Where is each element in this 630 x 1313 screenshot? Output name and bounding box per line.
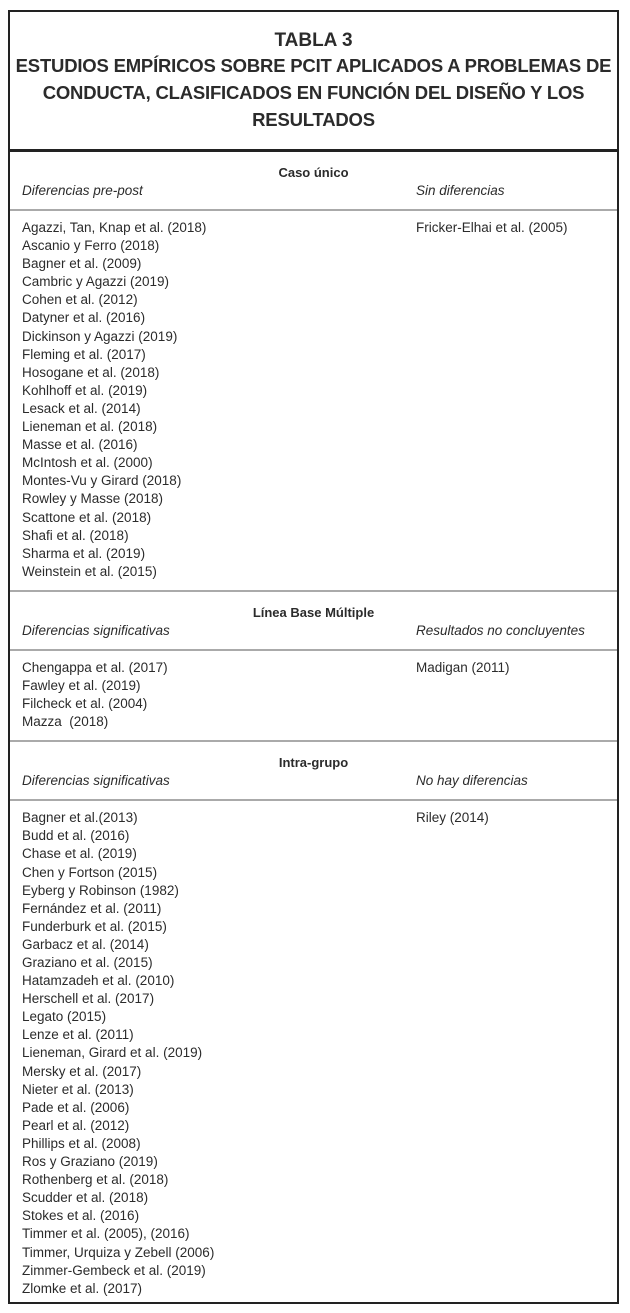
study-reference: Budd et al. (2016) [22, 828, 130, 844]
study-reference: Legato (2015) [22, 1009, 107, 1025]
study-reference: Madigan (2011) [416, 659, 510, 675]
study-reference: Rothenberg et al. (2018) [22, 1172, 169, 1188]
study-reference: Datyner et al. (2016) [22, 310, 146, 326]
section-header [10, 742, 617, 801]
study-reference: Timmer, Urquiza y Zebell (2006) [22, 1244, 215, 1260]
study-reference: Timmer et al. (2005), (2016) [22, 1226, 190, 1242]
left-column-header: Diferencias pre-post [22, 183, 143, 198]
right-column-header: Sin diferencias [416, 183, 505, 198]
table-title-line: CONDUCTA, CLASIFICADOS EN FUNCIÓN DEL DISEÑO Y LOS [42, 82, 585, 103]
table-3 [8, 10, 619, 1304]
study-reference: Ascanio y Ferro (2018) [22, 238, 160, 254]
study-reference: Weinstein et al. (2015) [22, 563, 157, 579]
section-title: Intra-grupo [278, 755, 349, 771]
study-reference: Garbacz et al. (2014) [22, 936, 149, 952]
left-column [10, 659, 416, 731]
study-reference: Lieneman et al. (2018) [22, 419, 158, 435]
right-column [416, 219, 617, 581]
study-reference: Dickinson y Agazzi (2019) [22, 328, 178, 344]
right-column-header: No hay diferencias [416, 773, 528, 789]
right-column [416, 659, 617, 731]
table-section [10, 592, 617, 742]
study-reference: Lenze et al. (2011) [22, 1027, 134, 1043]
section-title: Caso único [278, 165, 349, 180]
study-reference: Mersky et al. (2017) [22, 1063, 142, 1079]
study-reference: Bagner et al. (2009) [22, 256, 142, 272]
study-reference: Fernández et al. (2011) [22, 900, 162, 916]
study-reference: Bagner et al.(2013) [22, 810, 138, 826]
study-reference: Ros y Graziano (2019) [22, 1154, 158, 1170]
study-reference: Agazzi, Tan, Knap et al. (2018) [22, 220, 207, 235]
study-reference: Hatamzadeh et al. (2010) [22, 973, 175, 989]
study-reference: Stokes et al. (2016) [22, 1208, 140, 1224]
study-reference: Masse et al. (2016) [22, 437, 138, 453]
study-reference: Mazza (2018) [22, 714, 109, 730]
left-column [10, 219, 416, 581]
section-body [10, 801, 617, 1307]
study-reference: Zimmer-Gembeck et al. (2019) [22, 1262, 206, 1278]
study-reference: Cohen et al. (2012) [22, 292, 138, 308]
study-reference: Kohlhoff et al. (2019) [22, 382, 148, 398]
study-reference: Fawley et al. (2019) [22, 677, 141, 693]
study-reference: Lieneman, Girard et al. (2019) [22, 1045, 203, 1061]
section-body [10, 651, 617, 740]
study-reference: Fleming et al. (2017) [22, 346, 146, 362]
study-reference: Scudder et al. (2018) [22, 1190, 149, 1206]
left-column-header: Diferencias significativas [22, 773, 170, 789]
study-reference: Zlomke et al. (2017) [22, 1280, 143, 1296]
study-reference: Herschell et al. (2017) [22, 991, 155, 1007]
section-title: Línea Base Múltiple [252, 604, 375, 620]
study-reference: Sharma et al. (2019) [22, 545, 146, 561]
study-reference: Cambric y Agazzi (2019) [22, 274, 170, 290]
table-number: TABLA 3 [274, 30, 353, 51]
section-body [10, 211, 617, 590]
study-reference: Filcheck et al. (2004) [22, 696, 148, 712]
study-reference: Pearl et al. (2012) [22, 1117, 130, 1133]
study-reference: Rowley y Masse (2018) [22, 491, 164, 507]
study-reference: Hosogane et al. (2018) [22, 364, 160, 380]
left-column-header: Diferencias significativas [22, 622, 170, 638]
study-reference: McIntosh et al. (2000) [22, 455, 153, 471]
right-column-header: Resultados no concluyentes [416, 622, 585, 638]
table-title-line: RESULTADOS [252, 109, 375, 130]
study-reference: Chase et al. (2019) [22, 846, 137, 862]
study-reference: Phillips et al. (2008) [22, 1135, 141, 1151]
study-reference: Nieter et al. (2013) [22, 1081, 134, 1097]
left-column [10, 809, 416, 1298]
study-reference: Montes-Vu y Girard (2018) [22, 473, 182, 489]
study-reference: Shafi et al. (2018) [22, 527, 129, 543]
table-section [10, 152, 617, 592]
section-header [10, 152, 617, 211]
table-section [10, 742, 617, 1307]
study-reference: Eyberg y Robinson (1982) [22, 882, 179, 898]
study-reference: Fricker-Elhai et al. (2005) [416, 220, 568, 235]
study-reference: Lesack et al. (2014) [22, 400, 141, 416]
study-reference: Chengappa et al. (2017) [22, 659, 168, 675]
table-title-line: ESTUDIOS EMPÍRICOS SOBRE PCIT APLICADOS A PROBLEMAS DE [15, 55, 612, 76]
study-reference: Graziano et al. (2015) [22, 955, 153, 970]
study-reference: Chen y Fortson (2015) [22, 864, 158, 880]
right-column [416, 809, 617, 1298]
study-reference: Pade et al. (2006) [22, 1099, 130, 1115]
study-reference: Funderburk et al. (2015) [22, 918, 167, 934]
section-header [10, 592, 617, 651]
study-reference: Riley (2014) [416, 810, 489, 826]
table-title-box [10, 12, 617, 152]
study-reference: Scattone et al. (2018) [22, 509, 152, 525]
